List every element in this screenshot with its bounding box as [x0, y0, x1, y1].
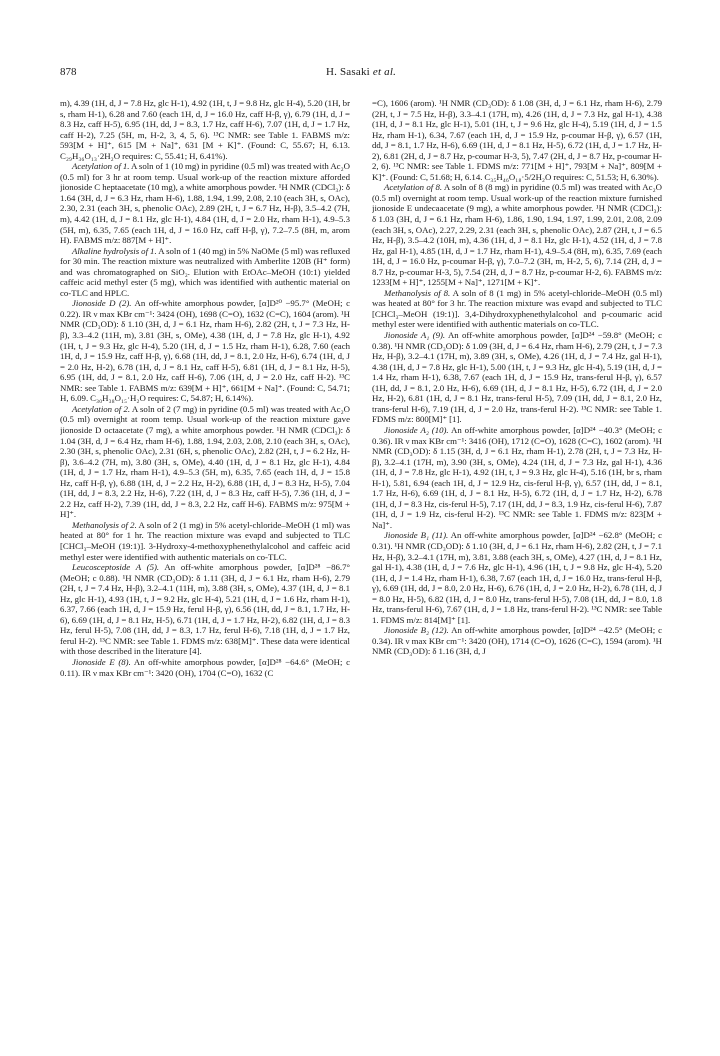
paragraph-text: An off-white amorphous powder, [α]D²⁴ −40.3° (MeOH; c 0.36). IR ν max KBr cm⁻¹: 3416 (OH), 1712 (C=O), 1628 (C=C), 1602 (arom). ¹H NMR (CD₃OD): δ 1.15 (3H, d, J = 6.1 Hz, rham H-1), 2.78 (2H, t, J = 7.3 Hz, H-β), 3.2–4.1 (17H, m), 3.90 (3H, s, OMe), 4.24 (1H, d, J = 7.3 Hz, gal H-1), 4.36 (1H, d, J = 7.8 Hz, glc H-1), 4.92 (1H, t, J = 9.3 Hz, glc H-4), 5.16 (1H, br s, rham H-1), 5.81, 6.94 (each 1H, d, J = 12.9 Hz, cis-ferul H-β, γ), 6.57 (1H, dd, J = 8.1, 1.7 Hz, H-6), 6.69 (1H, d, J = 8.1 Hz, H-5), 6.72 (1H, d, J = 1.7 Hz, H-2), 6.78 (1H, d, J = 8.3 Hz, cis-ferul H-5), 7.17 (1H, dd, J = 8.3, 1.9 Hz, cis-ferul H-6), 7.87 (1H, d, J = 1.9 Hz, cis-ferul H-2). ¹³C NMR: see Table 1. FDMS m/z: 823[M + Na]⁺.: [372, 424, 662, 530]
paragraph-text: =C), 1606 (arom). ¹H NMR (CD₃OD): δ 1.08 (3H, d, J = 6.1 Hz, rham H-6), 2.79 (2H, t, J = 7.5 Hz, H-β), 3.3–4.1 (17H, m), 4.26 (1H, d, J = 7.3 Hz, gal H-1), 4.38 (1H, d, J = 8.1 Hz, glc H-1), 5.01 (1H, t, J = 9.6 Hz, glc H-4), 5.19 (1H, d, J = 1.5 Hz, rham H-1), 6.34, 7.67 (each 1H, d, J = 15.9 Hz, p-coumar H-β, γ), 6.57 (1H, dd, J = 8.1, 1.7 Hz, H-6), 6.69 (1H, d, J = 8.1 Hz, H-5), 6.72 (1H, d, J = 1.7 Hz, H-2), 6.81 (2H, d, J = 8.7 Hz, p-coumar H-3, 5), 7.47 (2H, d, J = 8.7 Hz, p-coumar H-2, 6). ¹³C NMR: see Table 1. FDMS m/z: 771[M + H]⁺, 793[M + Na]⁺, 809[M + K]⁺. (Found: C, 51.68; H, 6.14. C₃₅H₄₆O₁₈·5/2H₂O requires: C, 51.53; H, 6.30%).: [372, 98, 662, 182]
paragraph: [60, 98, 350, 161]
running-head: [60, 66, 662, 78]
paragraph-lead: Jionoside A₂ (10).: [384, 424, 449, 435]
paragraph-text: A soln of 1 (10 mg) in pyridine (0.5 ml) was treated with Ac₂O (0.5 ml) for 3 hr at room temp. Usual work-up of the reaction mixture afforded jionoside C heptaacetate (10 mg), a white amorphous powder. ¹H NMR (CDCl₃): δ 1.64 (3H, d, J = 6.3 Hz, rham H-6), 1.88, 1.94, 1.99, 2.08, 2.10 (each 3H, s, OAc), 2.30, 2.31 (each 3H, s, phenolic OAc), 2.89 (2H, t, J = 6.7 Hz, H-β), 3.5–4.2 (7H, m), 4.42 (1H, d, J = 8.1 Hz, glc H-1), 4.84 (1H, d, J = 2.0 Hz, rham H-1), 4.9–5.3 (5H, m), 6.35, 7.65 (each 1H, d, J = 16.0 Hz, caff H-β, γ), 7.2–7.5 (8H, m, arom H). FABMS m/z: 887[M + H]⁺.: [60, 161, 350, 246]
paragraph: [60, 562, 350, 657]
paragraph: [372, 330, 662, 425]
running-head-suffix: et al.: [372, 66, 397, 78]
paragraph: [60, 161, 350, 245]
paragraph: [372, 530, 662, 625]
paragraph: [60, 404, 350, 520]
paragraph: [60, 520, 350, 562]
paragraph-lead: Leucosceptoside A (5).: [72, 562, 160, 573]
paragraph-lead: Jionoside E (8).: [72, 656, 131, 667]
paragraph-lead: Jionoside B₁ (11).: [384, 530, 449, 541]
paragraph-text: An off-white amorphous powder, [α]D²⁴ −62.8° (MeOH; c 0.31). ¹H NMR (CD₃OD): δ 1.10 (3H, d, J = 6.1 Hz, rham H-6), 2.82 (2H, t, J = 7.1 Hz, H-β), 3.2–4.1 (17H, m), 3.81, 3.88 (each 3H, s, OMe), 4.27 (1H, d, J = 8.1 Hz, gal H-1), 4.38 (1H, d, J = 7.6 Hz, glc H-1), 4.96 (1H, t, J = 9.8 Hz, glc H-4), 5.20 (1H, d, J = 1.4 Hz, rham H-1), 6.38, 7.67 (each 1H, d, J = 16.0 Hz, trans-ferul H-β, γ), 6.69 (1H, dd, J = 8.0, 2.0 Hz, H-6), 6.76 (1H, d, J = 2.0 Hz, H-2), 6.78 (1H, d, J = 8.0 Hz, H-5), 6.82 (1H, d, J = 8.0 Hz, trans-ferul H-5), 7.08 (1H, dd, J = 8.0, 1.8 Hz, trans-ferul H-6), 7.67 (1H, d, J = 1.8 Hz, trans-ferul H-2). ¹³C NMR: see Table 1. FDMS m/z: 814[M]⁺ [1].: [372, 530, 662, 625]
body-columns: [60, 98, 662, 1033]
paragraph-lead: Jionoside A₁ (9).: [384, 330, 446, 341]
running-head-author: H. Sasaki: [325, 66, 370, 78]
paragraph: [372, 98, 662, 182]
paragraph: [60, 298, 350, 403]
left-column: [60, 98, 350, 1033]
paragraph-text: A soln of 2 (7 mg) in pyridine (0.5 ml) was treated with Ac₂O (0.5 ml) overnight at room temp. Usual work-up of the reaction mixture gave jionoside D octaacetate (7 mg), a white amorphous powder. ¹H NMR (CDCl₃): δ 1.04 (3H, d, J = 6.4 Hz, rham H-6), 1.88, 1.94, 2.03, 2.08, 2.10 (each 3H, s, OAc), 2.30 (3H, s, phenolic OAc), 2.31 (6H, s, phenolic OAc), 2.82 (2H, t, J = 6.2 Hz, H-β), 3.6–4.2 (7H, m), 3.80 (3H, s, OMe), 4.40 (1H, d, J = 8.1 Hz, glc H-1), 4.84 (1H, d, J = 1.7 Hz, rham H-1), 4.9–5.3 (5H, m), 6.35, 7.65 (each 1H, d, J = 15.8 Hz, caff H-β, γ), 6.88 (1H, d, J = 2.2 Hz, H-2), 6.88 (1H, d, J = 8.3 Hz, H-5), 7.04 (1H, dd, J = 8.3, 2.2 Hz, H-6), 7.22 (1H, d, J = 8.3 Hz, caff H-5), 7.36 (1H, d, J = 2.2 Hz, caff H-2), 7.39 (1H, dd, J = 8.3, 2.2 Hz, caff H-6). FABMS m/z: 975[M + H]⁺.: [60, 403, 350, 520]
paragraph: [372, 288, 662, 330]
paragraph: [60, 657, 350, 678]
paragraph-lead: Acetylation of 8.: [384, 182, 443, 193]
page-header: [60, 66, 662, 82]
page-number: 878: [60, 66, 77, 78]
paragraph: [372, 425, 662, 530]
paragraph-text: An off-white amorphous powder, [α]D²⁴ −59.8° (MeOH; c 0.38). ¹H NMR (CD₃OD): δ 1.09 (3H, d, J = 6.4 Hz, rham H-6), 2.79 (2H, t, J = 7.3 Hz, H-β), 3.2–4.1 (17H, m), 3.89 (3H, s, OMe), 4.26 (1H, d, J = 7.4 Hz, gal H-1), 4.38 (1H, d, J = 7.8 Hz, glc H-1), 5.00 (1H, t, J = 9.3 Hz, glc H-4), 5.19 (1H, d, J = 1.4 Hz, rham H-1), 6.38, 7.67 (each 1H, d, J = 15.9 Hz, trans-ferul H-β, γ), 6.57 (1H, dd, J = 8.1, 2.0 Hz, H-6), 6.69 (1H, d, J = 8.1 Hz, H-5), 6.72 (1H, d, J = 2.0 Hz, H-2), 6.81 (1H, d, J = 8.1 Hz, trans-ferul H-5), 7.09 (1H, dd, J = 8.1, 2.0 Hz, trans-ferul H-6), 7.19 (1H, d, J = 2.0 Hz, trans-ferul H-2). ¹³C NMR: see Table 1. FDMS m/z: 800[M]⁺ [1].: [372, 330, 662, 425]
paragraph-lead: Jionoside D (2).: [72, 298, 132, 309]
paragraph-text: A soln of 1 (40 mg) in 5% NaOMe (5 ml) was refluxed for 30 min. The reaction mixture was neutralized with Amberlite 120B (H⁺ form) and was chromatographed on SiO₂. Elution with EtOAc–MeOH (10:1) yielded caffeic acid methyl ester (5 mg), which was identified with authentic material on co-TLC and HPLC.: [60, 245, 350, 298]
paragraph-text: A soln of 2 (1 mg) in 5% acetyl-chloride–MeOH (1 ml) was heated at 80° for 1 hr. The reaction mixture was evapd and subjected to TLC [CHCl₃–MeOH (19:1)]. 3-Hydroxy-4-methoxyphenethylalcohol and caffeic acid methyl ester were identified with authentic materials on co-TLC.: [60, 519, 350, 562]
paragraph-lead: Acetylation of 2.: [72, 403, 131, 414]
paragraph-lead: Alkaline hydrolysis of 1.: [72, 245, 157, 256]
right-column: [372, 98, 662, 1033]
paragraph-text: m), 4.39 (1H, d, J = 7.8 Hz, glc H-1), 4.92 (1H, t, J = 9.8 Hz, glc H-4), 5.20 (1H, br s, rham H-1), 6.28 and 7.60 (each 1H, d, J = 16.0 Hz, caff H-β, γ), 6.79 (1H, d, J = 8.3 Hz, caff H-5), 6.95 (1H, dd, J = 8.3, 1.7 Hz, caff H-6), 7.07 (1H, d, J = 1.7 Hz, caff H-2), 7.25 (5H, m, H-2, 3, 4, 5, 6). ¹³C NMR: see Table 1. FABMS m/z: 593[M + H]⁺, 615 [M + Na]⁺, 631 [M + K]⁺. (Found: C, 55.67; H, 6.13. C₂₉H₃₆O₁₃·2H₂O requires: C, 55.41; H, 6.41%).: [60, 98, 350, 161]
paragraph-text: A soln of 8 (8 mg) in pyridine (0.5 ml) was treated with Ac₂O (0.5 ml) overnight at room temp. Usual work-up of the reaction mixture furnished jionoside E undecaacetate (9 mg), a white amorphous powder. ¹H NMR (CDCl₃): δ 1.03 (3H, d, J = 6.1 Hz, rham H-6), 1.86, 1.90, 1.94, 1.97, 1.99, 2.01, 2.08, 2.09 (each 3H, s, OAc), 2.27, 2.29, 2.31 (each 3H, s, phenolic OAc), 2.87 (2H, t, J = 6.5 Hz, H-β), 3.5–4.2 (10H, m), 4.36 (1H, d, J = 8.1 Hz, glc H-1), 4.52 (1H, d, J = 7.8 Hz, gal H-1), 4.85 (1H, d, J = 1.7 Hz, rham H-1), 4.9–5.4 (8H, m), 6.35, 7.69 (each 1H, d, J = 16.0 Hz, p-coumar H-β, γ), 7.0–7.2 (3H, m, H-2, 5, 6), 7.14 (2H, d, J = 8.7 Hz, p-coumar H-3, 5), 7.54 (2H, d, J = 8.7 Hz, p-coumar H-2, 6). FABMS m/z: 1233[M + H]⁺, 1255[M + Na]⁺, 1271[M + K]⁺.: [372, 182, 662, 288]
paragraph-text: An off-white amorphous powder, [α]D²⁰ −95.7° (MeOH; c 0.22). IR ν max KBr cm⁻¹: 3424 (OH), 1698 (C=O), 1632 (C=C), 1604 (arom). ¹H NMR (CD₃OD): δ 1.10 (3H, d, J = 6.1 Hz, rham H-6), 2.82 (2H, t, J = 7.3 Hz, H-β), 3.3–4.2 (11H, m), 3.81 (3H, s, OMe), 4.38 (1H, d, J = 7.8 Hz, glc H-1), 4.92 (1H, t, J = 9.3 Hz, glc H-4), 5.20 (1H, d, J = 1.5 Hz, rham H-1), 6.28, 7.60 (each 1H, d, J = 15.9 Hz, caff H-β, γ), 6.68 (1H, dd, J = 8.1, 2.0 Hz, H-6), 6.74 (1H, d, J = 2.0 Hz, H-2), 6.78 (1H, d, J = 8.1 Hz, caff H-5), 6.81 (1H, d, J = 8.1 Hz, H-5), 6.95 (1H, dd, J = 8.1, 2.0 Hz, caff H-6), 7.06 (1H, d, J = 2.0 Hz, caff H-2). ¹³C NMR: see Table 1. FABMS m/z: 639[M + H]⁺, 661[M + Na]⁺. (Found: C, 54.71; H, 6.09. C₃₀H₃₈O₁₅·H₂O requires: C, 54.87; H, 6.14%).: [60, 298, 350, 404]
paragraph: [372, 625, 662, 657]
paragraph-text: An off-white amorphous powder, [α]D²⁸ −86.7° (MeOH; c 0.88). ¹H NMR (CD₃OD): δ 1.11 (3H, d, J = 6.1 Hz, rham H-6), 2.79 (2H, t, J = 7.4 Hz, H-β), 3.2–4.1 (11H, m), 3.88 (3H, s, OMe), 4.37 (1H, d, J = 8.1 Hz, glc H-1), 4.93 (1H, t, J = 9.2 Hz, glc H-4), 5.21 (1H, d, J = 1.6 Hz, rham H-1), 6.37, 7.66 (each 1H, d, J = 15.9 Hz, ferul H-β, γ), 6.56 (1H, dd, J = 8.1, 1.7 Hz, H-6), 6.69 (1H, d, J = 8.1 Hz, H-5), 6.71 (1H, d, J = 1.7 Hz, H-2), 6.82 (1H, d, J = 8.3 Hz, ferul H-5), 7.08 (1H, dd, J = 8.3, 1.7 Hz, ferul H-6), 7.18 (1H, d, J = 1.7 Hz, ferul H-2). ¹³C NMR: see Table 1. FDMS m/z: 638[M]⁺. These data were identical with those described in the literature [4].: [60, 562, 350, 657]
paragraph: [60, 246, 350, 299]
paragraph-lead: Acetylation of 1.: [72, 161, 130, 172]
paragraph-lead: Methanolysis of 8.: [384, 287, 451, 298]
paragraph-text: A soln of 8 (1 mg) in 5% acetyl-chloride–MeOH (0.5 ml) was heated at 80° for 3 hr. The reaction mixture was evapd and subjected to TLC [CHCl₃–MeOH (19:1)]. 3,4-Dihydroxyphenethylalcohol and p-coumaric acid methyl ester were identified with authentic materials on co-TLC.: [372, 287, 662, 330]
paragraph-lead: Jionoside B₂ (12).: [384, 625, 449, 636]
paragraph-text: An off-white amorphous powder, [α]D²⁴ −42.5° (MeOH; c 0.34). IR ν max KBr cm⁻¹: 3420 (OH), 1714 (C=O), 1626 (C=C), 1594 (arom). ¹H NMR (CD₃OD): δ 1.16 (3H, d, J: [372, 625, 662, 657]
paragraph: [372, 182, 662, 287]
paragraph-text: An off-white amorphous powder, [α]D²⁸ −64.6° (MeOH; c 0.11). IR ν max KBr cm⁻¹: 3420 (OH), 1704 (C=O), 1632 (C: [60, 656, 350, 678]
paragraph-lead: Methanolysis of 2.: [72, 519, 137, 530]
